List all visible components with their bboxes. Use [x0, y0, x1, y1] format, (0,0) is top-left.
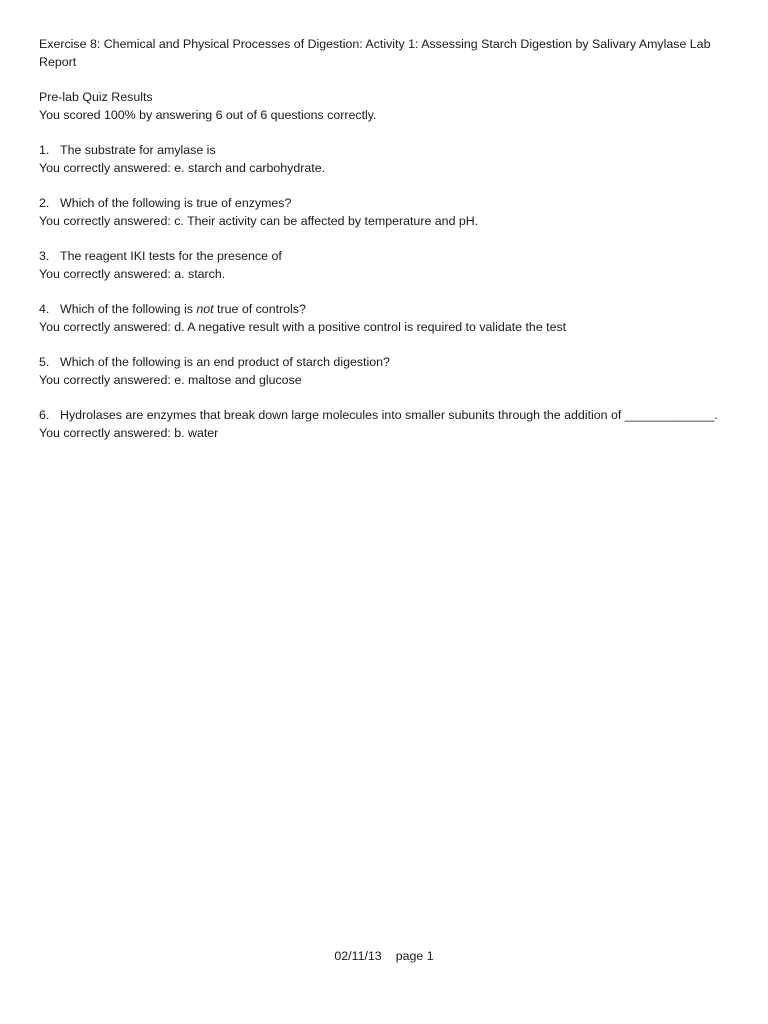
answer-text: You correctly answered: e. starch and carbohydrate.: [39, 160, 326, 175]
question-number: 3.: [39, 249, 50, 263]
question-number: 1.: [39, 143, 50, 157]
question-text: [39, 407, 731, 425]
score-summary: You scored 100% by answering 6 out of 6 questions correctly.: [39, 107, 377, 122]
question-block-4: [39, 301, 731, 336]
question-block-1: [39, 142, 731, 177]
question-number: 2.: [39, 196, 50, 210]
footer-page-number: page 1: [395, 949, 434, 963]
question-text: [39, 195, 731, 213]
question-text: [39, 248, 731, 266]
answer-text: You correctly answered: e. maltose and glucose: [39, 372, 302, 387]
question-prompt: Which of the following is: [60, 302, 197, 316]
question-text: [39, 354, 731, 372]
answer-text: You correctly answered: d. A negative result with a positive control is required to validate the test: [39, 319, 567, 334]
answer-text: You correctly answered: b. water: [39, 425, 219, 440]
answer-text: You correctly answered: a. starch.: [39, 266, 226, 281]
question-prompt: The reagent IKI tests for the presence of: [60, 249, 282, 263]
question-text: [39, 301, 731, 319]
footer-date: 02/11/13: [334, 949, 382, 963]
answer-text: You correctly answered: c. Their activity can be affected by temperature and pH.: [39, 213, 479, 228]
question-block-6: [39, 407, 731, 442]
document-title: Exercise 8: Chemical and Physical Processes of Digestion: Activity 1: Assessing Starch Digestion by Salivary Amylase Lab Report: [39, 37, 711, 69]
question-prompt: Which of the following is an end product of starch digestion?: [60, 355, 390, 369]
question-number: 6.: [39, 408, 50, 422]
section-heading: Pre-lab Quiz Results: [39, 90, 153, 104]
question-text: [39, 142, 731, 160]
question-prompt: The substrate for amylase is: [60, 143, 216, 157]
document-page: [39, 36, 731, 460]
question-prompt: Hydrolases are enzymes that break down large molecules into smaller subunits through the addition of _____________.: [60, 408, 718, 422]
question-block-3: [39, 248, 731, 283]
question-block-5: [39, 354, 731, 389]
question-prompt-tail: true of controls?: [213, 302, 306, 316]
question-number: 4.: [39, 302, 50, 316]
question-emphasis: not: [196, 302, 214, 316]
page-footer: [0, 948, 768, 966]
question-number: 5.: [39, 355, 50, 369]
question-block-2: [39, 195, 731, 230]
question-prompt: Which of the following is true of enzymes?: [60, 196, 292, 210]
